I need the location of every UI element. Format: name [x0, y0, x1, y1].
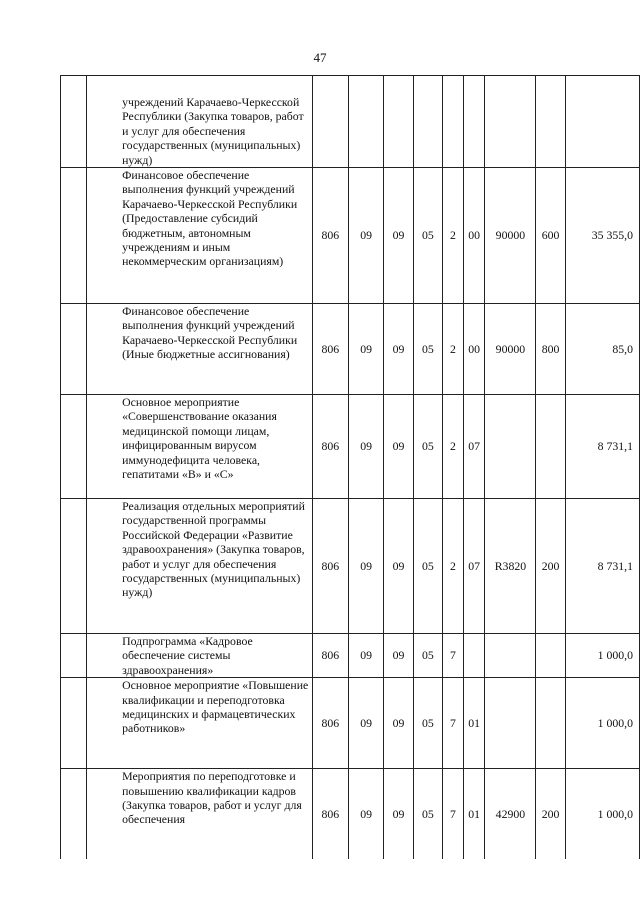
row-margin-cell [61, 395, 87, 499]
section-cell: 09 [348, 678, 383, 769]
event-cell [463, 76, 485, 168]
table-row [61, 499, 640, 634]
section-cell: 09 [348, 634, 383, 678]
program-cell: 05 [413, 769, 442, 859]
event-cell [463, 634, 485, 678]
item-description-cell: Финансовое обеспечение выполнения функций учреждений Карачаево-Черкесской Республики (Предоставление субсидий бюджетным, автономным учреждениям и иным некоммерческим организациям) [87, 168, 313, 304]
amount-cell: 1 000,0 [565, 634, 639, 678]
table-row [61, 168, 640, 304]
subprogram-cell: 2 [443, 168, 464, 304]
row-margin-cell [61, 304, 87, 395]
subprogram-cell [443, 76, 464, 168]
subprogram-cell: 7 [443, 769, 464, 859]
program-cell: 05 [413, 499, 442, 634]
ministry-code-cell: 806 [312, 678, 348, 769]
amount-cell: 8 731,1 [565, 395, 639, 499]
row-margin-cell [61, 168, 87, 304]
row-margin-cell [61, 76, 87, 168]
item-description-cell: Основное мероприятие «Повышение квалификации и переподготовка медицинских и фармацевтических работников» [87, 678, 313, 769]
page-number: 47 [313, 50, 327, 65]
amount-cell: 8 731,1 [565, 499, 639, 634]
subsection-cell: 09 [384, 769, 413, 859]
subsection-cell: 09 [384, 395, 413, 499]
subprogram-cell: 2 [443, 304, 464, 395]
program-cell: 05 [413, 395, 442, 499]
budget-table-body [61, 76, 640, 859]
amount-cell: 85,0 [565, 304, 639, 395]
subprogram-cell: 7 [443, 634, 464, 678]
subsection-cell: 09 [384, 304, 413, 395]
expense-type-cell: 200 [536, 499, 565, 634]
row-margin-cell [61, 769, 87, 859]
expense-type-cell [536, 678, 565, 769]
amount-cell: 35 355,0 [565, 168, 639, 304]
program-cell: 05 [413, 304, 442, 395]
expense-direction-cell: 90000 [485, 304, 536, 395]
subprogram-cell: 7 [443, 678, 464, 769]
ministry-code-cell: 806 [312, 769, 348, 859]
row-margin-cell [61, 678, 87, 769]
expense-direction-cell [485, 76, 536, 168]
program-cell: 05 [413, 634, 442, 678]
row-margin-cell [61, 499, 87, 634]
item-description-cell: Финансовое обеспечение выполнения функций учреждений Карачаево-Черкесской Республики (Иные бюджетные ассигнования) [87, 304, 313, 395]
event-cell: 01 [463, 769, 485, 859]
expense-direction-cell: 90000 [485, 168, 536, 304]
expense-direction-cell [485, 634, 536, 678]
expense-type-cell [536, 634, 565, 678]
table-row [61, 634, 640, 678]
row-margin-cell [61, 634, 87, 678]
program-cell: 05 [413, 678, 442, 769]
ministry-code-cell [312, 76, 348, 168]
amount-cell [565, 76, 639, 168]
amount-cell: 1 000,0 [565, 769, 639, 859]
item-description-cell: Основное мероприятие «Совершенствование оказания медицинской помощи лицам, инфицированным вирусом иммунодефицита человека, гепатитами «В» и «С» [87, 395, 313, 499]
subsection-cell [384, 76, 413, 168]
table-row [61, 769, 640, 859]
program-cell: 05 [413, 168, 442, 304]
subsection-cell: 09 [384, 168, 413, 304]
table-row [61, 678, 640, 769]
program-cell [413, 76, 442, 168]
item-description-cell: учреждений Карачаево-Черкесской Республики (Закупка товаров, работ и услуг для обеспечения государственных (муниципальных) нужд) [87, 76, 313, 168]
expense-type-cell [536, 76, 565, 168]
subsection-cell: 09 [384, 634, 413, 678]
budget-table [60, 75, 640, 859]
expense-type-cell: 800 [536, 304, 565, 395]
expense-type-cell [536, 395, 565, 499]
item-description-cell: Подпрограмма «Кадровое обеспечение системы здравоохранения» [87, 634, 313, 678]
expense-type-cell: 600 [536, 168, 565, 304]
section-cell: 09 [348, 769, 383, 859]
section-cell: 09 [348, 168, 383, 304]
ministry-code-cell: 806 [312, 168, 348, 304]
table-row [61, 304, 640, 395]
event-cell: 01 [463, 678, 485, 769]
section-cell: 09 [348, 304, 383, 395]
expense-direction-cell: 42900 [485, 769, 536, 859]
ministry-code-cell: 806 [312, 499, 348, 634]
ministry-code-cell: 806 [312, 634, 348, 678]
event-cell: 07 [463, 395, 485, 499]
event-cell: 00 [463, 168, 485, 304]
expense-direction-cell [485, 678, 536, 769]
subsection-cell: 09 [384, 678, 413, 769]
table-row [61, 76, 640, 168]
expense-type-cell: 200 [536, 769, 565, 859]
subprogram-cell: 2 [443, 499, 464, 634]
event-cell: 07 [463, 499, 485, 634]
ministry-code-cell: 806 [312, 304, 348, 395]
item-description-cell: Мероприятия по переподготовке и повышению квалификации кадров (Закупка товаров, работ и услуг для обеспечения [87, 769, 313, 859]
section-cell: 09 [348, 499, 383, 634]
event-cell: 00 [463, 304, 485, 395]
table-row [61, 395, 640, 499]
subsection-cell: 09 [384, 499, 413, 634]
subprogram-cell: 2 [443, 395, 464, 499]
section-cell [348, 76, 383, 168]
expense-direction-cell: R3820 [485, 499, 536, 634]
expense-direction-cell [485, 395, 536, 499]
amount-cell: 1 000,0 [565, 678, 639, 769]
section-cell: 09 [348, 395, 383, 499]
ministry-code-cell: 806 [312, 395, 348, 499]
item-description-cell: Реализация отдельных мероприятий государственной программы Российской Федерации «Развитие здравоохранения» (Закупка товаров, работ и услуг для обеспечения государственных (муниципальных) нужд) [87, 499, 313, 634]
